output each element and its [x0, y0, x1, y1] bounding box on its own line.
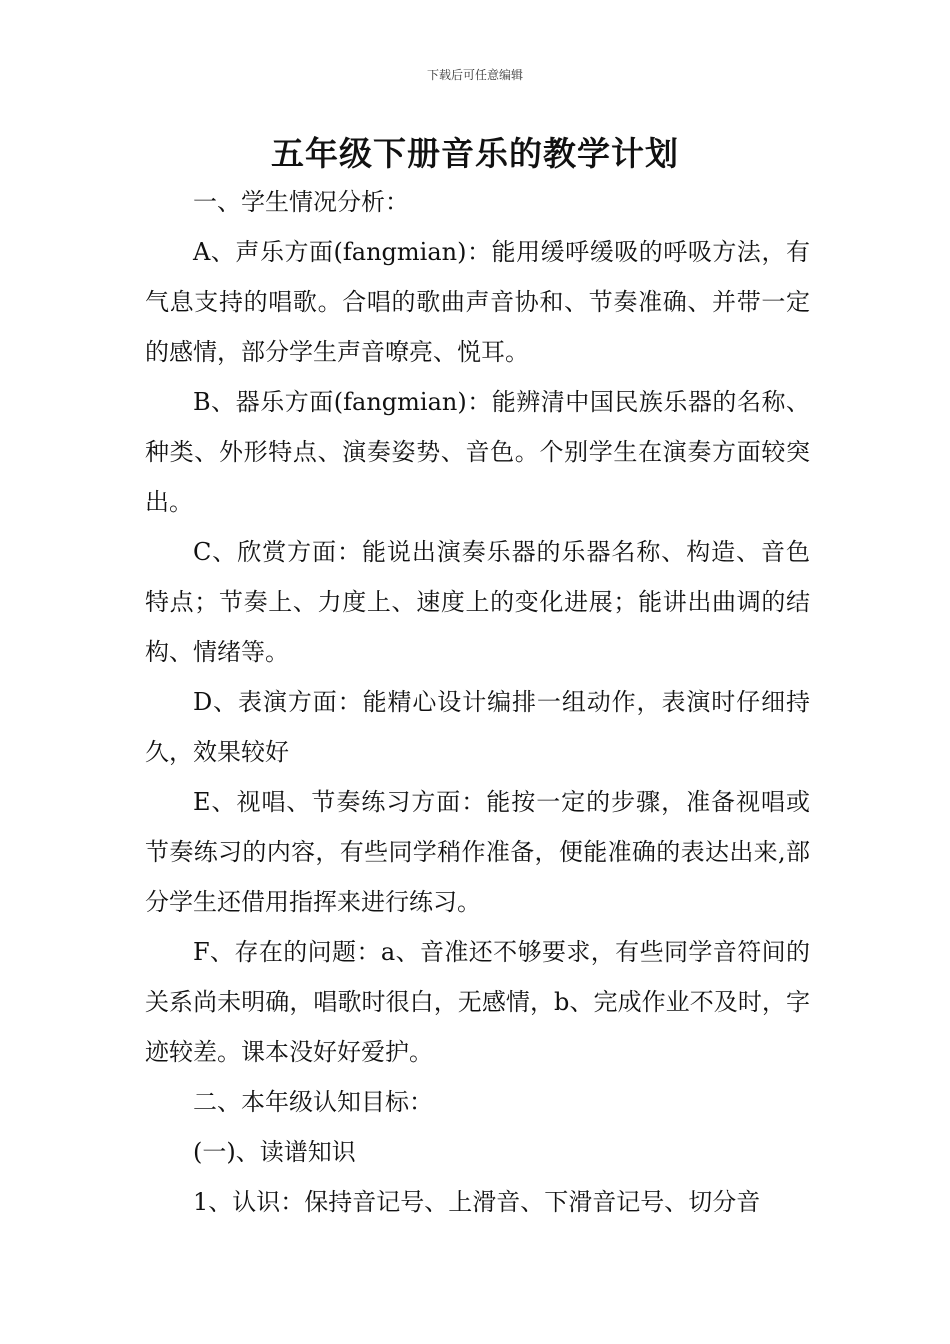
section-heading-cognitive-goals: 二、本年级认知目标： [193, 1088, 433, 1116]
subsection-heading-score-reading: (一)、读谱知识 [193, 1138, 356, 1166]
paragraph-performance: D、表演方面：能精心设计编排一组动作，表演时仔细持久，效果较好 [145, 688, 810, 766]
list-item-1: 1、认识：保持音记号、上滑音、下滑音记号、切分音 [193, 1188, 761, 1216]
paragraph-problems: F、存在的问题：a、音准还不够要求，有些同学音符间的关系尚未明确，唱歌时很白，无感情，b、完成作业不及时，字迹较差。课本没好好爱护。 [145, 938, 810, 1066]
paragraph-sight-singing: E、视唱、节奏练习方面：能按一定的步骤，准备视唱或节奏练习的内容，有些同学稍作准备，便能准确的表达出来,部分学生还借用指挥来进行练习。 [145, 788, 810, 916]
document-title: 五年级下册音乐的教学计划 [271, 134, 679, 173]
header-note: 下载后可任意编辑 [426, 68, 523, 82]
paragraph-instrumental: B、器乐方面(fangmian)：能辨清中国民族乐器的名称、种类、外形特点、演奏姿势、音色。个别学生在演奏方面较突出。 [145, 388, 810, 516]
paragraph-vocal: A、声乐方面(fangmian)：能用缓呼缓吸的呼吸方法，有气息支持的唱歌。合唱的歌曲声音协和、节奏准确、并带一定的感情，部分学生声音嘹亮、悦耳。 [145, 238, 810, 366]
document-body [145, 177, 810, 1227]
paragraph-appreciation: C、欣赏方面：能说出演奏乐器的乐器名称、构造、音色特点；节奏上、力度上、速度上的变化进展；能讲出曲调的结构、情绪等。 [145, 538, 810, 666]
section-heading-student-analysis: 一、学生情况分析： [193, 188, 409, 216]
